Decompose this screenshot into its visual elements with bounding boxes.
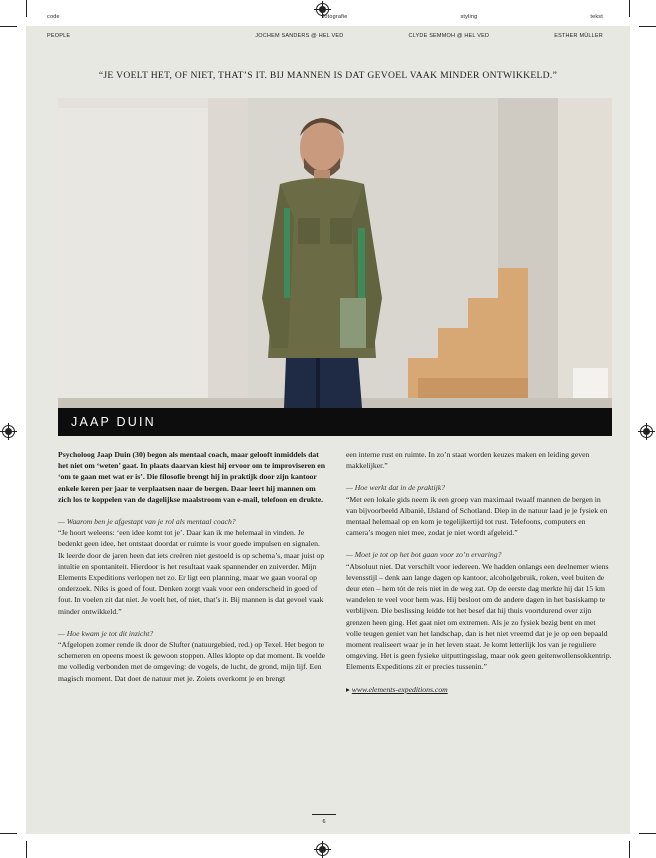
interview-question: — Moet je tot op het bot gaan voor zo’n ervaring? bbox=[346, 550, 502, 560]
credit-values bbox=[47, 33, 603, 39]
interview-answer: “Afgelopen zomer rende ik door de Slufter (natuurgebied, red.) op Texel. Het begon te schemeren en opeens moest ik gewoon stoppen. Alles klopte op dat moment. Ik voelde me volledig verbonden met de omgeving: de vogels, de lucht, de grond, mijn lijf. Een magisch moment. Dat doet de natuur met je. Zoiets overkomt je en brengt bbox=[58, 640, 326, 683]
crop-mark bbox=[0, 26, 17, 27]
page-number: 6 bbox=[312, 814, 336, 825]
portrait-photo bbox=[58, 98, 612, 408]
credit-value: CLYDE SEMMOH @ HEL VED bbox=[408, 33, 490, 39]
interview-question: — Hoe kwam je tot dit inzicht? bbox=[58, 628, 154, 638]
credit-label: code bbox=[47, 14, 60, 20]
crop-mark bbox=[0, 833, 17, 834]
name-bar bbox=[58, 408, 612, 436]
crop-mark bbox=[26, 841, 27, 858]
credit-value: ESTHER MÜLLER bbox=[554, 33, 603, 39]
credit-labels bbox=[47, 14, 603, 20]
portrait-illustration bbox=[58, 98, 612, 408]
interview-answer: “Absoluut niet. Dat verschilt voor iedereen. We hadden onlangs een deelnemer wiens levensstijl – denk aan lange dagen op kantoor, alcoholgebruik, roken, veel buiten de deur eten – hem tót de reis niet in de weg zat. Op de eerste dag merkte hij dat 15 km wandelen te veel voor hem was. Hij besloot om de andere dagen in het basiskamp te verblijven. Die beslissing leidde tot het besef dat hij thuis voortdurend over zijn grenzen heen ging. Het gaat niet om extremen. Als je zo fysiek bezig bent en met volle teugen geniet van het landschap, dan is het niet vreemd dat je je op een bepaald moment realiseert waar je in het leven staat. Je komt letterlijk los van je reguliere omgeving. Het is geen fysieke uitputtingsslag, maar ook geen geitenwollensokkentrip. Elements Expeditions zit er precies tussenin.” bbox=[346, 561, 612, 672]
crop-mark bbox=[639, 833, 656, 834]
interview-answer: “Met een lokale gids neem ik een groep van maximaal twaalf mannen de bergen in van bijvoorbeeld Albanië, IJsland of Schotland. Diep in de natuur laad je je fysiek en mentaal helemaal op en kom je tegelijkertijd tot rust. Telefoons, computers en camera’s mogen niet mee, zodat je niet wordt afgeleid.” bbox=[346, 494, 608, 538]
interview-answer: een interne rust en ruimte. In zo’n staat worden keuzes maken en leiding geven makkelijker.” bbox=[346, 450, 590, 471]
website-line bbox=[346, 684, 612, 695]
interview-question: — Hoe werkt dat in de praktijk? bbox=[346, 483, 446, 493]
pull-quote: “JE VOELT HET, OF NIET, THAT’S IT. BIJ MANNEN IS DAT GEVOEL VAAK MINDER ONTWIKKELD.” bbox=[98, 70, 558, 81]
interview-question: — Waarom ben je afgestapt van je rol als mentaal coach? bbox=[58, 517, 236, 527]
crop-mark bbox=[639, 26, 656, 27]
arrow-icon: ▸ bbox=[346, 684, 350, 694]
credit-label: styling bbox=[460, 14, 478, 20]
credit-value: JOCHEM SANDERS @ HEL VED bbox=[255, 33, 344, 39]
crop-mark bbox=[26, 0, 27, 17]
person-name: JAAP DUIN bbox=[71, 415, 156, 429]
credit-value: PEOPLE bbox=[47, 33, 71, 39]
interview-answer: “Je hoort weleens: ‘een idee komt tot je’. Daar kan ik me helemaal in vinden. Je bedenkt geen idee, het ontstaat doordat er ruimte is voor goede impulsen en signalen. Ik leerde door de jaren heen dat iets creëren niet gestoeld is op schema’s, maar juist op intuïtie en spontaniteit. Hierdoor is het resultaat vaak spannender en zuiverder. Mijn Elements Expeditions verlopen net zo. Er ligt een planning, maar we gaan vooral op onderzoek. Niks is goed of fout. Denken zorgt vaak voor een onderscheid in goed of fout. In voelen zit dat niet. Je voelt het, of niet, that’s it. Bij mannen is dat gevoel vaak minder ontwikkeld.” bbox=[58, 528, 325, 616]
registration-mark-icon bbox=[316, 843, 329, 856]
registration-mark-icon bbox=[2, 425, 15, 438]
crop-mark bbox=[629, 841, 630, 858]
website-link[interactable]: www.elements-expeditions.com bbox=[351, 684, 448, 694]
crop-mark bbox=[629, 0, 630, 17]
credit-label: fotografie bbox=[322, 14, 348, 20]
intro-paragraph: Psycholoog Jaap Duin (30) begon als mentaal coach, maar gelooft inmiddels dat het niet om ‘weten’ gaat. In plaats daarvan kiest hij ervoor om te improviseren en ‘om te gaan met wat er is’. Die filosofie brengt hij in praktijk door zijn kantoor enkele keren per jaar te verplaatsen naar de bergen. Daar leert hij mannen om zich los te koppelen van de dagelijkse maalstroom van e-mail, telefoon en drukte. bbox=[58, 450, 325, 504]
top-strip bbox=[26, 0, 630, 26]
credit-label: tekst bbox=[590, 14, 603, 20]
article-column-right bbox=[346, 449, 612, 706]
registration-mark-icon bbox=[640, 425, 653, 438]
article-column-left bbox=[58, 449, 328, 695]
